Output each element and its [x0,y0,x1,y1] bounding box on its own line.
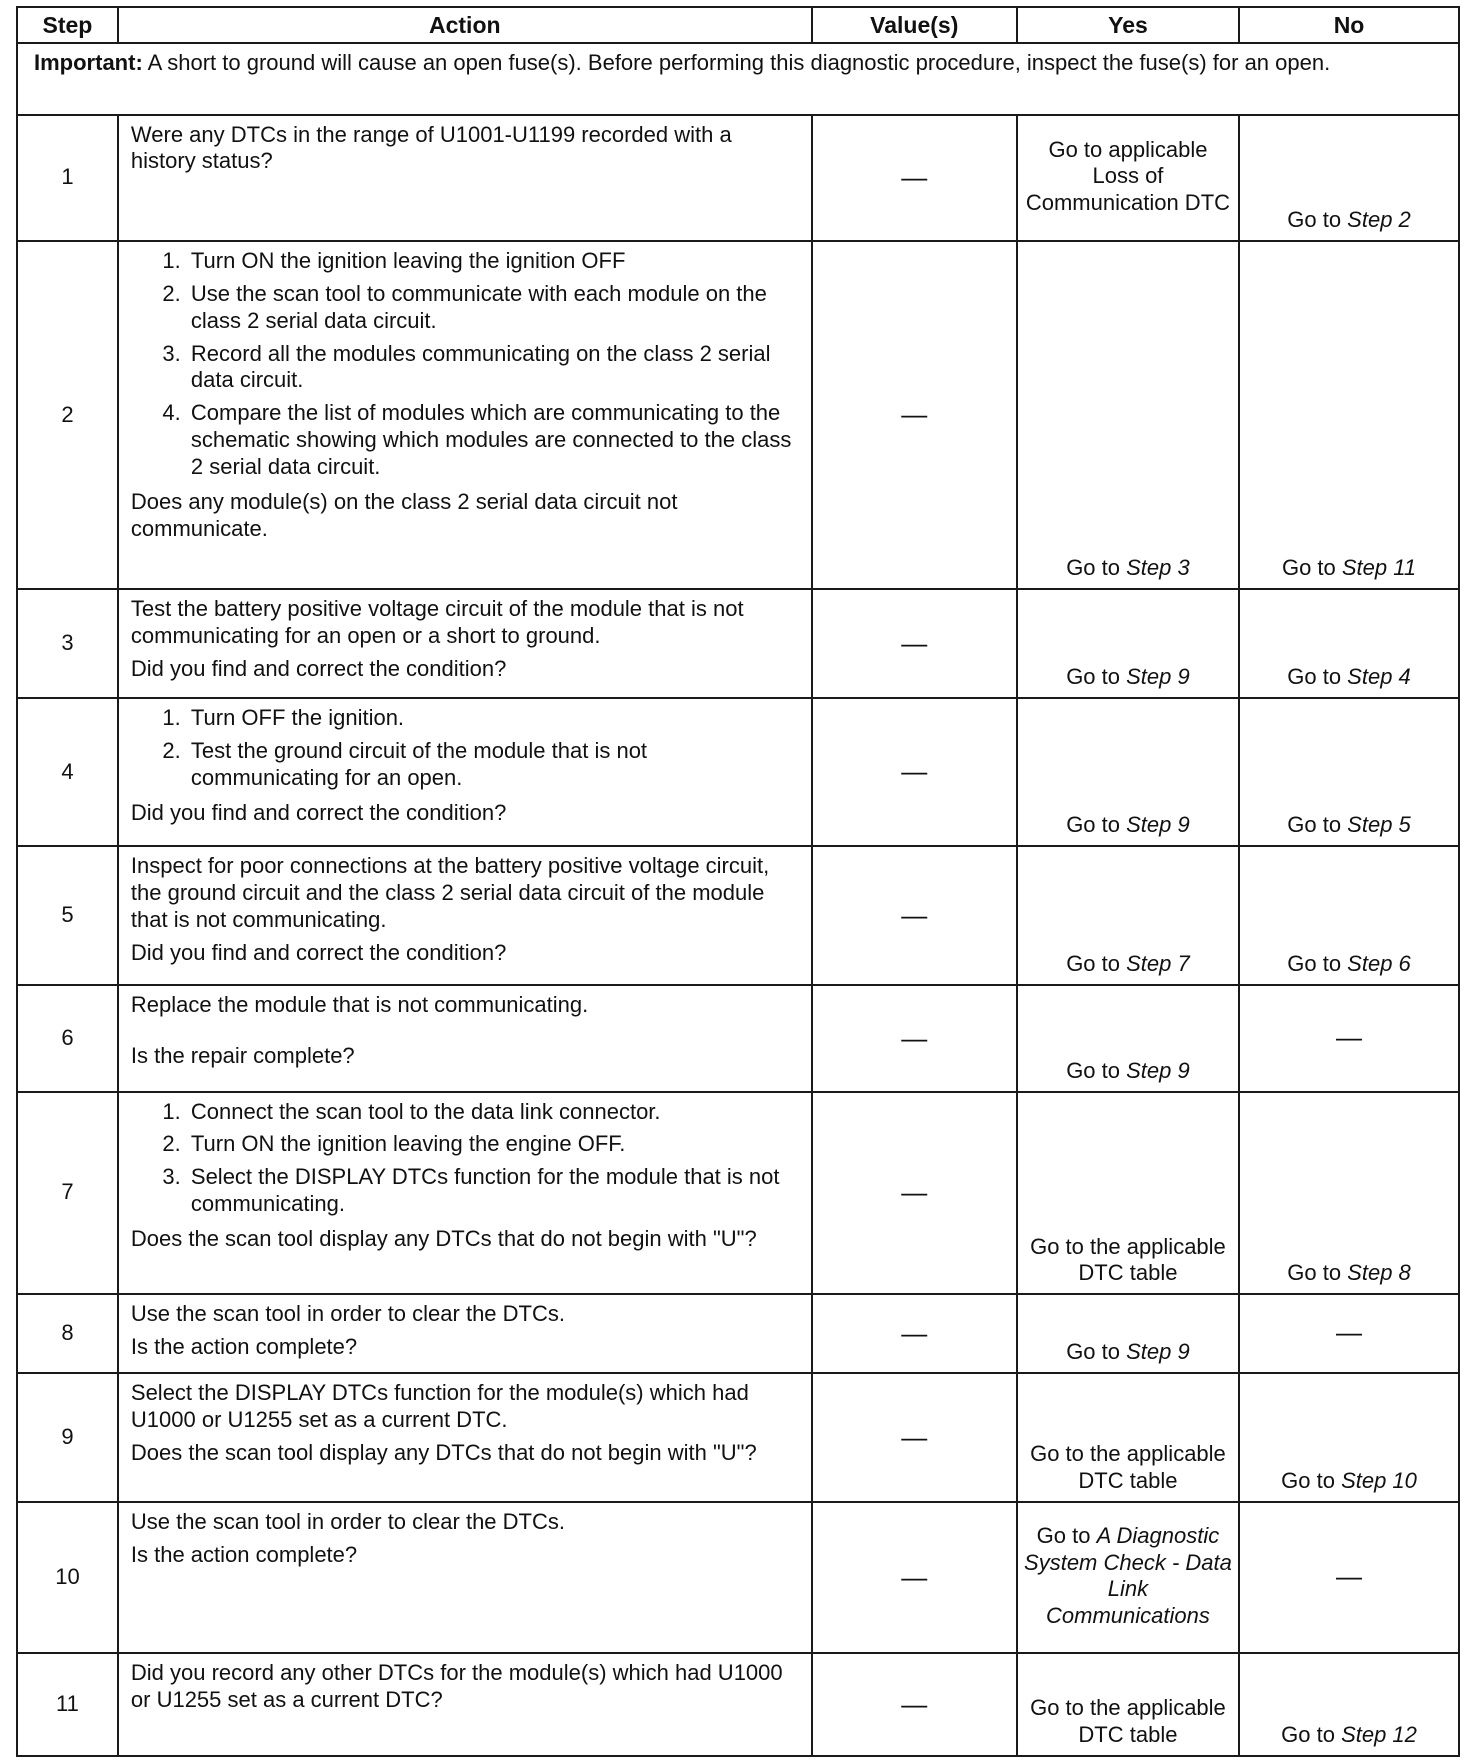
action-cell [118,698,812,846]
action-list-item: 2. Test the ground circuit of the module that is not communicating for an open. [187,738,799,792]
no-cell [1239,115,1459,241]
important-label: Important: [34,50,143,75]
action-question: Were any DTCs in the range of U1001-U1199 recorded with a history status? [130,121,732,174]
yes-step-link[interactable]: A Diagnostic System Check - Data Link Communications [1024,1522,1232,1629]
action-list [131,705,799,791]
no-prefix: Go to [1287,664,1348,690]
yes-prefix: Go to [1066,664,1127,690]
yes-prefix: Go to [1036,1522,1097,1548]
action-cell [118,241,812,589]
important-text: A short to ground will cause an open fuse(s). Before performing this diagnostic procedure, inspect the fuse(s) for an open. [142,50,1331,75]
value-cell: — [812,241,1017,589]
yes-cell: Go to the applicable DTC table [1017,1373,1239,1502]
header-row [17,7,1459,43]
table-row [17,1294,1459,1373]
action-text: Replace the module that is not communicating. [130,992,589,1018]
action-question: Did you find and correct the condition? [130,799,507,825]
action-cell [118,1502,812,1653]
action-list [131,248,799,481]
no-step-link[interactable]: Step 12 [1341,1722,1417,1748]
yes-step-link[interactable]: Step 9 [1126,1339,1190,1365]
no-cell [1239,1092,1459,1295]
step-number: 4 [17,698,118,846]
action-question: Does the scan tool display any DTCs that do not begin with "U"? [130,1225,757,1251]
yes-cell [1017,698,1239,846]
no-prefix: Go to [1287,951,1348,977]
no-prefix: Go to [1281,1468,1342,1494]
step-number: 5 [17,846,118,985]
step-number: 1 [17,115,118,241]
important-note [17,43,1459,115]
action-text: Select the DISPLAY DTCs function for the module(s) which had U1000 or U1255 set as a current DTC. [130,1380,749,1433]
step-number: 9 [17,1373,118,1502]
action-text: Use the scan tool in order to clear the DTCs. [130,1301,565,1327]
no-prefix: Go to [1281,1722,1342,1748]
action-text: Inspect for poor connections at the battery positive voltage circuit, the ground circuit and the class 2 serial data circuit of the module that is not communicating. [130,853,770,932]
step-number: 11 [17,1653,118,1756]
no-cell [1239,241,1459,589]
table-row [17,1373,1459,1502]
no-step-link[interactable]: Step 4 [1347,664,1411,690]
no-cell [1239,1653,1459,1756]
action-list-item: 4. Compare the list of modules which are communicating to the schematic showing which modules are connected to the class 2 serial data circuit. [187,400,799,480]
yes-step-link[interactable]: Step 9 [1126,812,1190,838]
yes-cell [1017,241,1239,589]
value-cell: — [812,985,1017,1091]
step-number: 2 [17,241,118,589]
action-question: Did you find and correct the condition? [130,655,507,681]
no-cell: — [1239,1294,1459,1373]
diagnostic-table [16,6,1460,1757]
action-cell [118,1294,812,1373]
action-list-item: 2. Use the scan tool to communicate with each module on the class 2 serial data circuit. [187,281,799,335]
yes-prefix: Go to [1066,951,1127,977]
action-text: Use the scan tool in order to clear the DTCs. [130,1508,565,1534]
action-question: Is the action complete? [130,1333,358,1359]
action-list-item: 3. Select the DISPLAY DTCs function for the module that is not communicating. [187,1164,799,1218]
action-question: Is the action complete? [130,1541,358,1567]
no-cell [1239,698,1459,846]
action-question: Did you record any other DTCs for the module(s) which had U1000 or U1255 set as a current DTC? [130,1659,783,1712]
yes-cell [1017,1294,1239,1373]
action-question: Does any module(s) on the class 2 serial data circuit not communicate. [130,488,678,541]
important-row [17,43,1459,115]
yes-cell [1017,985,1239,1091]
action-cell [118,1373,812,1502]
header-values: Value(s) [812,7,1017,43]
no-cell [1239,846,1459,985]
no-step-link[interactable]: Step 10 [1341,1468,1417,1494]
yes-cell [1017,846,1239,985]
value-cell: — [812,115,1017,241]
no-prefix: Go to [1281,555,1342,581]
no-cell: — [1239,985,1459,1091]
header-yes: Yes [1017,7,1239,43]
no-prefix: Go to [1287,207,1348,233]
action-question: Does the scan tool display any DTCs that do not begin with "U"? [130,1439,757,1465]
step-number: 10 [17,1502,118,1653]
value-cell: — [812,1653,1017,1756]
value-cell: — [812,1092,1017,1295]
step-number: 8 [17,1294,118,1373]
value-cell: — [812,589,1017,698]
action-cell [118,1653,812,1756]
value-cell: — [812,1294,1017,1373]
action-text: Test the battery positive voltage circuit of the module that is not communicating for an open or a short to ground. [130,596,744,648]
action-cell [118,985,812,1091]
yes-step-link[interactable]: Step 3 [1126,555,1190,581]
table-row [17,241,1459,589]
no-cell [1239,1373,1459,1502]
table-row [17,1092,1459,1295]
no-cell [1239,589,1459,698]
no-prefix: Go to [1287,1260,1348,1286]
no-cell: — [1239,1502,1459,1653]
header-no: No [1239,7,1459,43]
action-list [131,1099,799,1218]
yes-step-link[interactable]: Step 7 [1126,951,1190,977]
yes-cell [1017,1502,1239,1653]
step-number: 3 [17,589,118,698]
no-step-link[interactable]: Step 2 [1347,207,1411,233]
yes-prefix: Go to [1066,555,1127,581]
action-cell [118,1092,812,1295]
header-action: Action [118,7,812,43]
yes-cell: Go to applicable Loss of Communication DTC [1017,115,1239,241]
table-row [17,698,1459,846]
yes-step-link[interactable]: Step 9 [1126,664,1190,690]
yes-prefix: Go to [1066,812,1127,838]
table-row [17,589,1459,698]
action-cell [118,115,812,241]
action-list-item: 2. Turn ON the ignition leaving the engine OFF. [187,1131,799,1158]
action-question: Is the repair complete? [130,1043,355,1069]
action-cell [118,589,812,698]
table-row [17,1502,1459,1653]
table-row [17,115,1459,241]
no-step-link[interactable]: Step 6 [1347,951,1411,977]
value-cell: — [812,846,1017,985]
value-cell: — [812,1373,1017,1502]
action-question: Did you find and correct the condition? [130,939,507,965]
table-row [17,1653,1459,1756]
yes-cell: Go to the applicable DTC table [1017,1653,1239,1756]
no-step-link[interactable]: Step 11 [1341,555,1417,581]
yes-step-link[interactable]: Step 9 [1126,1057,1190,1083]
no-prefix: Go to [1287,812,1348,838]
value-cell: — [812,1502,1017,1653]
step-number: 7 [17,1092,118,1295]
step-number: 6 [17,985,118,1091]
action-list-item: 3. Record all the modules communicating on the class 2 serial data circuit. [187,341,799,395]
header-step: Step [17,7,118,43]
value-cell: — [812,698,1017,846]
no-step-link[interactable]: Step 8 [1347,1260,1411,1286]
table-row [17,985,1459,1091]
yes-cell [1017,589,1239,698]
yes-cell: Go to the applicable DTC table [1017,1092,1239,1295]
yes-prefix: Go to [1066,1339,1127,1365]
table-row [17,846,1459,985]
yes-prefix: Go to [1066,1057,1127,1083]
action-list-item: 1. Turn ON the ignition leaving the ignition OFF [187,248,799,275]
action-list-item: 1. Connect the scan tool to the data link connector. [187,1099,799,1126]
action-cell [118,846,812,985]
no-step-link[interactable]: Step 5 [1347,812,1411,838]
action-list-item: 1. Turn OFF the ignition. [187,705,799,732]
